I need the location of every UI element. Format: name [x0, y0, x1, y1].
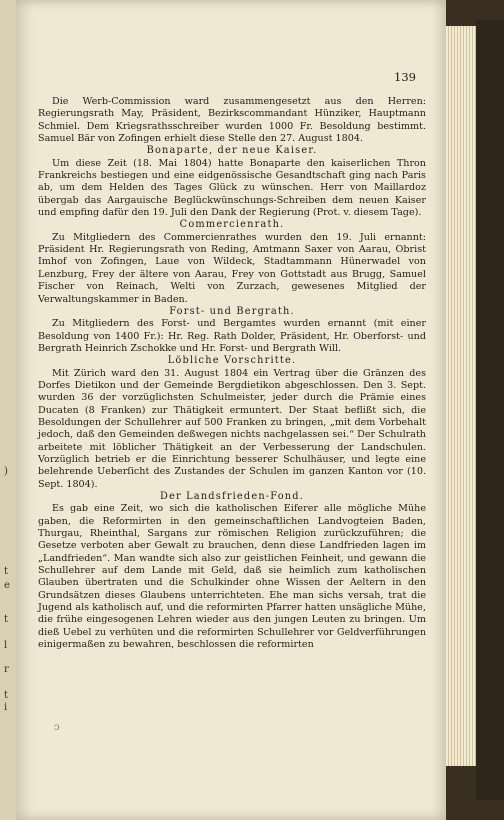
section-heading: Forst- und Bergrath.: [169, 305, 295, 317]
margin-fragment: l: [4, 640, 8, 651]
page-edges: [446, 26, 478, 766]
section-heading: Bonaparte, der neue Kaiser.: [146, 145, 318, 157]
page-number: 139: [394, 70, 416, 84]
printer-mark: ↄ: [54, 722, 60, 733]
paragraph: Zu Mitgliedern des Forst- und Bergamtes wurden ernannt (mit einer Besoldung von 1400 Fr.): Hr. Reg. Rath Dolder, Präsident, Hr. Oberforst- und Bergrath Heinrich Zschokke und Hr. Forst- und Bergrath Will.: [38, 318, 426, 354]
margin-fragment: r: [4, 664, 9, 675]
paragraph: Zu Mitgliedern des Commercienrathes wurden den 19. Juli ernannt: Präsident Hr. Regierungsrath von Reding, Amtmann Saxer von Aarau, Obrist Imhof von Zofingen, Laue von Wildeck, Stadtammann Hünerwadel von Lenzburg, Frey der ältere von Aarau, Frey von Gottstadt aus Brugg, Samuel Fischer von Reinach, Welti von Zurzach, gewesenes Mitglied der Verwaltungskammer in Baden.: [38, 231, 426, 305]
margin-fragment: ): [4, 466, 8, 477]
margin-fragment: e: [4, 580, 10, 591]
section-heading: Commercienrath.: [179, 219, 285, 231]
margin-fragment: t: [4, 614, 9, 625]
page-text: [38, 96, 426, 651]
paragraph: Um diese Zeit (18. Mai 1804) hatte Bonaparte den kaiserlichen Thron Frankreichs bestiegen und eine eidgenössische Gesandtschaft ging nach Paris ab, um dem Helden des Tages Glück zu wünschen. Herr von Maillardoz übergab das Aargauische Beglückwünschungs-Schreiben dem neuen Kaiser und empfing dafür den 19. Juli den Dank der Regierung (Prot. v. diesem Tage).: [38, 157, 426, 219]
margin-fragment: i: [4, 702, 8, 713]
section-heading: Löbliche Vorschritte.: [167, 355, 297, 367]
left-page-edge: [0, 0, 17, 820]
paragraph: Die Werb-Commission ward zusammengesetzt aus den Herren: Regierungsrath May, Präsident, Bezirkscommandant Hünziker, Hauptmann Schmiel. Dem Kriegsrathsschreiber wurden 1000 Fr. Besoldung bestimmt. Samuel Bär von Zofingen erhielt diese Stelle den 27. August 1804.: [38, 96, 426, 145]
book-cover-edge: [476, 20, 504, 800]
section-heading: Der Landsfrieden-Fond.: [159, 491, 305, 502]
book-page: [16, 0, 446, 820]
paragraph: Es gab eine Zeit, wo sich die katholischen Eiferer alle mögliche Mühe gaben, die Reformirten in den gemeinschaftlichen Landvogteien Baden, Thurgau, Rheinthal, Sargans zur römischen Religion zurückzuführen; die Gesetze verboten aber Gewalt zu brauchen, denn diese Landfrieden lagen im „Landfrieden“. Man wandte sich also zur geistlichen Feinheit, und gewann die Schullehrer auf dem Lande mit Geld, daß sie heimlich zum katholischen Glauben übertraten und die Schulkinder ohne Wissen der Aeltern in den Grundsätzen dieses Glaubens unterrichteten. Ehe man sichs versah, trat die Jugend als katholisch auf, und die reformirten Pfarrer hatten unsägliche Mühe, die frühe eingesogenen Lehren wieder aus den jungen Leuten zu bringen. Um dieß Uebel zu verhüten und die reformirten Schullehrer vor Geldverführungen einigermaßen zu bewahren, beschlossen die reformirten: [38, 503, 426, 651]
margin-fragment: t: [4, 566, 9, 577]
margin-fragment: t: [4, 690, 9, 701]
paragraph: Mit Zürich ward den 31. August 1804 ein Vertrag über die Gränzen des Dorfes Dietikon und der Gemeinde Bergdietikon abgeschlossen. Den 3. Sept. wurden 36 der vorzüglichsten Schulmeister, jeder durch die Prämie eines Ducaten (8 Franken) zur Thätigkeit ermuntert. Der Staat beflißt sich, die Besoldungen der Schullehrer auf 500 Franken zu bringen, „mit dem Vorbehalt jedoch, daß den Gemeinden deßwegen nichts nachgelassen sei.“ Der Schulrath arbeitete mit löblicher Thätigkeit an der Verbesserung der Landschulen. Vorzüglich betrieb er die Einrichtung besserer Schulhäuser, und legte eine belehrende Ueberſicht des Zustandes der Schulen im ganzen Kanton vor (10. Sept. 1804).: [38, 367, 426, 490]
